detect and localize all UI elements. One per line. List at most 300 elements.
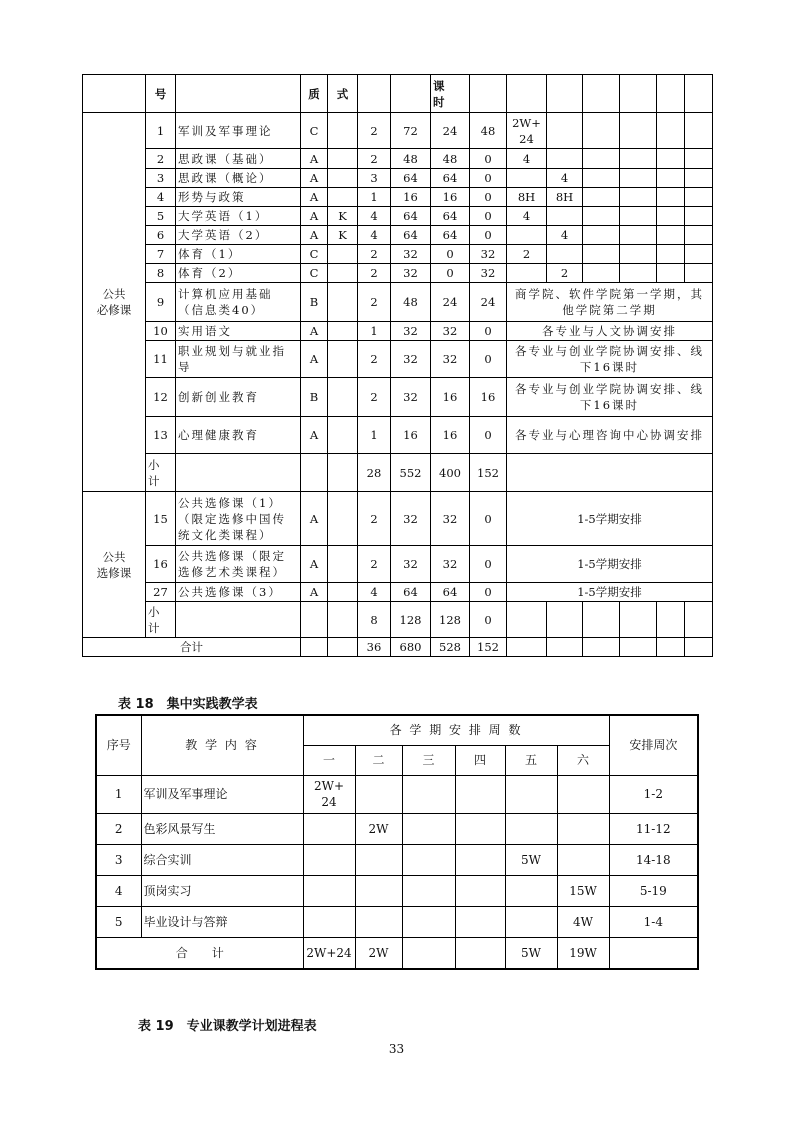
header-schedule: 安排周次 bbox=[609, 715, 698, 775]
course-name: 思政课（基础） bbox=[176, 149, 301, 169]
practice-content: 色彩风景写生 bbox=[141, 813, 303, 844]
table-cell: 9 bbox=[146, 283, 176, 322]
table-cell: B bbox=[301, 283, 328, 322]
table-cell: 1 bbox=[96, 775, 141, 813]
table-cell bbox=[685, 264, 713, 283]
table-cell: 2W+ 24 bbox=[507, 113, 547, 149]
table-cell: 2 bbox=[507, 245, 547, 264]
table-cell bbox=[620, 113, 657, 149]
table-cell: A bbox=[301, 341, 328, 378]
table-row bbox=[83, 149, 713, 169]
table-cell bbox=[402, 906, 455, 937]
table-cell bbox=[657, 207, 685, 226]
table-cell: 32 bbox=[391, 492, 431, 546]
course-name: 职业规划与就业指导 bbox=[176, 341, 301, 378]
table-cell bbox=[547, 207, 583, 226]
header-term: 二 bbox=[355, 745, 402, 775]
table-cell: 8H bbox=[507, 188, 547, 207]
course-name: 实用语文 bbox=[176, 322, 301, 341]
group-label: 公共 必修课 bbox=[83, 113, 146, 492]
table-cell: K bbox=[328, 226, 358, 245]
table-cell bbox=[657, 188, 685, 207]
table-cell bbox=[328, 169, 358, 188]
page-number: 33 bbox=[388, 1042, 405, 1056]
practice-schedule: 1-4 bbox=[609, 906, 698, 937]
table-cell bbox=[685, 113, 713, 149]
table-cell bbox=[685, 188, 713, 207]
table-cell: K bbox=[328, 207, 358, 226]
table-cell bbox=[547, 113, 583, 149]
table-cell: 2 bbox=[358, 378, 391, 417]
table-cell: 3 bbox=[358, 169, 391, 188]
course-name: 计算机应用基础（信息类40） bbox=[176, 283, 301, 322]
course-name: 公共选修课（3） bbox=[176, 583, 301, 602]
table-cell: 5 bbox=[96, 906, 141, 937]
table-cell: 0 bbox=[470, 417, 507, 454]
table-cell: 0 bbox=[470, 546, 507, 583]
table-cell: 8H bbox=[547, 188, 583, 207]
table-cell bbox=[685, 75, 713, 113]
table-cell bbox=[557, 775, 609, 813]
table-cell bbox=[583, 226, 620, 245]
course-name: 公共选修课（限定选修艺术类课程） bbox=[176, 546, 301, 583]
table-cell bbox=[470, 75, 507, 113]
table-cell: A bbox=[301, 188, 328, 207]
table-cell: 16 bbox=[431, 188, 470, 207]
table-cell: 0 bbox=[431, 245, 470, 264]
table-cell: 1 bbox=[358, 188, 391, 207]
table-cell: 2 bbox=[358, 245, 391, 264]
total-label: 合计 bbox=[83, 638, 301, 657]
table-cell: 48 bbox=[431, 149, 470, 169]
table-cell: 1 bbox=[358, 322, 391, 341]
table-cell: 0 bbox=[470, 207, 507, 226]
table-cell: A bbox=[301, 583, 328, 602]
table-cell: 4 bbox=[547, 169, 583, 188]
table-cell bbox=[328, 264, 358, 283]
table-cell: 128 bbox=[431, 602, 470, 638]
table-cell bbox=[507, 602, 547, 638]
table-cell: 64 bbox=[391, 583, 431, 602]
table-cell bbox=[609, 937, 698, 969]
table-cell bbox=[455, 775, 505, 813]
table-cell bbox=[505, 906, 557, 937]
table-cell bbox=[583, 149, 620, 169]
table-cell: 528 bbox=[431, 638, 470, 657]
table-row bbox=[83, 492, 713, 546]
table-cell: 4 bbox=[358, 583, 391, 602]
table-cell bbox=[583, 264, 620, 283]
table-cell: 1 bbox=[146, 113, 176, 149]
practice-schedule: 11-12 bbox=[609, 813, 698, 844]
table-cell bbox=[507, 226, 547, 245]
table-cell bbox=[328, 283, 358, 322]
group-label: 公共 选修课 bbox=[83, 492, 146, 638]
header-term: 五 bbox=[505, 745, 557, 775]
table-row bbox=[83, 454, 713, 492]
table-cell: 3 bbox=[96, 844, 141, 875]
table-cell: 质 bbox=[301, 75, 328, 113]
table-cell bbox=[303, 875, 355, 906]
table-cell: 2W bbox=[355, 813, 402, 844]
table-cell: 680 bbox=[391, 638, 431, 657]
header-weeks: 各 学 期 安 排 周 数 bbox=[303, 715, 609, 745]
header-content: 教 学 内 容 bbox=[141, 715, 303, 775]
table-cell: A bbox=[301, 207, 328, 226]
table-cell: 32 bbox=[431, 322, 470, 341]
schedule-note: 1-5学期安排 bbox=[507, 583, 713, 602]
table-cell: 2 bbox=[547, 264, 583, 283]
table-cell bbox=[176, 75, 301, 113]
table-cell bbox=[176, 454, 301, 492]
table-cell bbox=[505, 875, 557, 906]
table-cell bbox=[328, 149, 358, 169]
table-cell bbox=[620, 226, 657, 245]
schedule-note: 各专业与心理咨询中心协调安排 bbox=[507, 417, 713, 454]
table-cell bbox=[657, 113, 685, 149]
table-cell: 1 bbox=[358, 417, 391, 454]
table-cell: A bbox=[301, 169, 328, 188]
table-cell: 152 bbox=[470, 638, 507, 657]
table-cell: 2W bbox=[355, 937, 402, 969]
table-cell bbox=[301, 454, 328, 492]
table-cell bbox=[507, 75, 547, 113]
table-cell bbox=[685, 169, 713, 188]
table-cell bbox=[328, 583, 358, 602]
table-cell bbox=[685, 207, 713, 226]
table-cell: 64 bbox=[431, 226, 470, 245]
header-num: 序号 bbox=[96, 715, 141, 775]
table-row bbox=[96, 775, 698, 813]
table-row bbox=[83, 638, 713, 657]
table-cell: 12 bbox=[146, 378, 176, 417]
table-row bbox=[83, 169, 713, 188]
table-cell bbox=[303, 813, 355, 844]
table-cell bbox=[583, 169, 620, 188]
practice-schedule: 5-19 bbox=[609, 875, 698, 906]
header-term: 三 bbox=[402, 745, 455, 775]
table-row bbox=[83, 378, 713, 417]
table-cell: 4 bbox=[358, 207, 391, 226]
table-cell: 28 bbox=[358, 454, 391, 492]
table-cell bbox=[507, 264, 547, 283]
table-cell bbox=[83, 75, 146, 113]
table-row bbox=[83, 75, 713, 113]
table-cell: 2 bbox=[358, 264, 391, 283]
table-cell bbox=[685, 245, 713, 264]
table-cell: 4 bbox=[547, 226, 583, 245]
table-cell bbox=[657, 226, 685, 245]
table-cell: 16 bbox=[391, 188, 431, 207]
schedule-note: 各专业与创业学院协调安排、线下16课时 bbox=[507, 341, 713, 378]
table-cell bbox=[547, 149, 583, 169]
table-cell: C bbox=[301, 245, 328, 264]
table-cell: 64 bbox=[431, 583, 470, 602]
table-row bbox=[83, 602, 713, 638]
table-cell bbox=[557, 813, 609, 844]
table-cell bbox=[328, 245, 358, 264]
table-cell bbox=[301, 638, 328, 657]
table-cell bbox=[402, 813, 455, 844]
table-cell: 0 bbox=[470, 492, 507, 546]
table-cell: 16 bbox=[391, 417, 431, 454]
table-cell: 0 bbox=[470, 188, 507, 207]
table-cell bbox=[328, 454, 358, 492]
table-cell bbox=[358, 75, 391, 113]
table-cell: 5W bbox=[505, 937, 557, 969]
schedule-note: 各专业与创业学院协调安排、线下16课时 bbox=[507, 378, 713, 417]
table-row bbox=[96, 715, 698, 745]
course-name: 大学英语（1） bbox=[176, 207, 301, 226]
table-cell: 64 bbox=[391, 226, 431, 245]
table-cell bbox=[583, 113, 620, 149]
table-cell: 27 bbox=[146, 583, 176, 602]
table-row bbox=[96, 937, 698, 969]
table-cell bbox=[547, 602, 583, 638]
course-name: 大学英语（2） bbox=[176, 226, 301, 245]
table-cell bbox=[328, 378, 358, 417]
table-row bbox=[96, 813, 698, 844]
table-cell bbox=[657, 149, 685, 169]
table-cell: 32 bbox=[431, 492, 470, 546]
course-name: 思政课（概论） bbox=[176, 169, 301, 188]
table-cell: 400 bbox=[431, 454, 470, 492]
table-cell: 24 bbox=[470, 283, 507, 322]
table-row bbox=[83, 583, 713, 602]
table-cell: 0 bbox=[470, 149, 507, 169]
table-cell: 32 bbox=[391, 546, 431, 583]
table-cell bbox=[328, 602, 358, 638]
table-cell: 号 bbox=[146, 75, 176, 113]
table-cell bbox=[328, 188, 358, 207]
table-cell: 0 bbox=[470, 322, 507, 341]
table-cell bbox=[328, 322, 358, 341]
table-cell bbox=[583, 75, 620, 113]
table-cell: 2 bbox=[358, 113, 391, 149]
table-cell: 16 bbox=[470, 378, 507, 417]
table-row bbox=[83, 188, 713, 207]
table-cell: 48 bbox=[470, 113, 507, 149]
table-cell: 64 bbox=[431, 169, 470, 188]
table-cell: 72 bbox=[391, 113, 431, 149]
practice-content: 军训及军事理论 bbox=[141, 775, 303, 813]
course-name: 心理健康教育 bbox=[176, 417, 301, 454]
table-cell: 19W bbox=[557, 937, 609, 969]
table-cell bbox=[402, 875, 455, 906]
table-cell bbox=[620, 602, 657, 638]
table-row bbox=[83, 417, 713, 454]
table-cell bbox=[620, 264, 657, 283]
table-cell: 15 bbox=[146, 492, 176, 546]
table-cell: 32 bbox=[431, 341, 470, 378]
practice-table bbox=[95, 714, 699, 970]
table-cell: 64 bbox=[391, 207, 431, 226]
table-cell bbox=[391, 75, 431, 113]
table-cell bbox=[547, 638, 583, 657]
table-cell: 6 bbox=[146, 226, 176, 245]
table-cell: 64 bbox=[431, 207, 470, 226]
table-cell: 32 bbox=[470, 264, 507, 283]
table-cell: 128 bbox=[391, 602, 431, 638]
table-row bbox=[83, 245, 713, 264]
table-cell: 48 bbox=[391, 283, 431, 322]
table-cell bbox=[328, 492, 358, 546]
table-cell bbox=[657, 638, 685, 657]
table-cell: 36 bbox=[358, 638, 391, 657]
table-cell bbox=[507, 638, 547, 657]
course-table bbox=[82, 74, 713, 657]
table-cell: 24 bbox=[431, 113, 470, 149]
table-cell: 3 bbox=[146, 169, 176, 188]
table-cell: 32 bbox=[391, 245, 431, 264]
table-cell: A bbox=[301, 226, 328, 245]
table-cell bbox=[620, 207, 657, 226]
table-cell bbox=[685, 226, 713, 245]
table-cell bbox=[547, 75, 583, 113]
table-cell bbox=[455, 937, 505, 969]
table-cell: 课 时 bbox=[431, 75, 470, 113]
table-cell bbox=[685, 149, 713, 169]
table-cell: 0 bbox=[431, 264, 470, 283]
table-cell bbox=[657, 602, 685, 638]
table-row bbox=[83, 264, 713, 283]
table-cell bbox=[402, 937, 455, 969]
table-cell bbox=[355, 844, 402, 875]
table-cell bbox=[620, 75, 657, 113]
table-cell: 2W+ 24 bbox=[303, 775, 355, 813]
table-cell: 2 bbox=[96, 813, 141, 844]
table-cell bbox=[402, 844, 455, 875]
table-cell bbox=[402, 775, 455, 813]
table-cell: 2 bbox=[358, 546, 391, 583]
table-cell: C bbox=[301, 264, 328, 283]
table-cell: 0 bbox=[470, 341, 507, 378]
table-cell: 15W bbox=[557, 875, 609, 906]
table-cell: 32 bbox=[391, 322, 431, 341]
table-cell bbox=[583, 245, 620, 264]
table-cell bbox=[301, 602, 328, 638]
table-cell bbox=[455, 844, 505, 875]
table-cell bbox=[620, 638, 657, 657]
table-cell bbox=[620, 245, 657, 264]
table-row bbox=[83, 546, 713, 583]
table-cell bbox=[355, 775, 402, 813]
table-cell bbox=[685, 638, 713, 657]
practice-schedule: 14-18 bbox=[609, 844, 698, 875]
table-cell: 2 bbox=[358, 149, 391, 169]
table-cell bbox=[657, 75, 685, 113]
table-cell: A bbox=[301, 546, 328, 583]
table-cell: 5W bbox=[505, 844, 557, 875]
table-cell: 2 bbox=[358, 283, 391, 322]
table-cell bbox=[176, 602, 301, 638]
table-cell: 8 bbox=[146, 264, 176, 283]
practice-content: 顶岗实习 bbox=[141, 875, 303, 906]
table-row bbox=[83, 207, 713, 226]
table-cell: 5 bbox=[146, 207, 176, 226]
course-name: 体育（2） bbox=[176, 264, 301, 283]
table-cell: 32 bbox=[391, 378, 431, 417]
table-cell: 13 bbox=[146, 417, 176, 454]
table-cell bbox=[355, 875, 402, 906]
practice-schedule: 1-2 bbox=[609, 775, 698, 813]
table-cell: A bbox=[301, 149, 328, 169]
header-term: 一 bbox=[303, 745, 355, 775]
total-label: 合 计 bbox=[96, 937, 303, 969]
table-cell: 0 bbox=[470, 602, 507, 638]
table-cell: A bbox=[301, 417, 328, 454]
table-cell bbox=[583, 207, 620, 226]
practice-content: 综合实训 bbox=[141, 844, 303, 875]
table-cell: 16 bbox=[146, 546, 176, 583]
table-cell: 552 bbox=[391, 454, 431, 492]
table-cell bbox=[455, 906, 505, 937]
table-cell: 10 bbox=[146, 322, 176, 341]
table-cell: B bbox=[301, 378, 328, 417]
schedule-note: 1-5学期安排 bbox=[507, 492, 713, 546]
table-cell bbox=[328, 341, 358, 378]
table-row bbox=[83, 226, 713, 245]
table-cell bbox=[685, 602, 713, 638]
table-cell bbox=[620, 149, 657, 169]
schedule-note: 1-5学期安排 bbox=[507, 546, 713, 583]
table-cell: 4 bbox=[358, 226, 391, 245]
table-cell bbox=[328, 546, 358, 583]
table-cell bbox=[507, 169, 547, 188]
course-name: 体育（1） bbox=[176, 245, 301, 264]
table-cell bbox=[657, 245, 685, 264]
table-cell: C bbox=[301, 113, 328, 149]
table-cell bbox=[547, 245, 583, 264]
table-cell bbox=[507, 454, 713, 492]
table-cell: 4 bbox=[507, 207, 547, 226]
table-cell: 32 bbox=[470, 245, 507, 264]
table-cell: A bbox=[301, 322, 328, 341]
table-cell: 8 bbox=[358, 602, 391, 638]
schedule-note: 商学院、软件学院第一学期，其他学院第二学期 bbox=[507, 283, 713, 322]
table18-caption: 表 18 集中实践教学表 bbox=[118, 697, 258, 712]
header-term: 六 bbox=[557, 745, 609, 775]
table-cell bbox=[505, 775, 557, 813]
table-cell: 4W bbox=[557, 906, 609, 937]
table-cell: 4 bbox=[507, 149, 547, 169]
subtotal-label: 小 计 bbox=[146, 454, 176, 492]
table-cell: 48 bbox=[391, 149, 431, 169]
table-cell: 0 bbox=[470, 583, 507, 602]
table-cell bbox=[328, 113, 358, 149]
table-cell: 64 bbox=[391, 169, 431, 188]
table-cell: 32 bbox=[391, 341, 431, 378]
table-cell bbox=[583, 188, 620, 207]
table-cell bbox=[328, 417, 358, 454]
table-row bbox=[83, 322, 713, 341]
table-row bbox=[83, 341, 713, 378]
table-cell: 11 bbox=[146, 341, 176, 378]
table-cell bbox=[328, 638, 358, 657]
table-cell bbox=[303, 906, 355, 937]
schedule-note: 各专业与人文协调安排 bbox=[507, 322, 713, 341]
course-name: 军训及军事理论 bbox=[176, 113, 301, 149]
course-name: 公共选修课（1）（限定选修中国传统文化类课程） bbox=[176, 492, 301, 546]
table-row bbox=[96, 875, 698, 906]
table-cell bbox=[455, 875, 505, 906]
table-cell bbox=[620, 188, 657, 207]
table-row bbox=[83, 283, 713, 322]
table-cell: 4 bbox=[96, 875, 141, 906]
table-cell bbox=[557, 844, 609, 875]
course-name: 形势与政策 bbox=[176, 188, 301, 207]
table-row bbox=[96, 844, 698, 875]
